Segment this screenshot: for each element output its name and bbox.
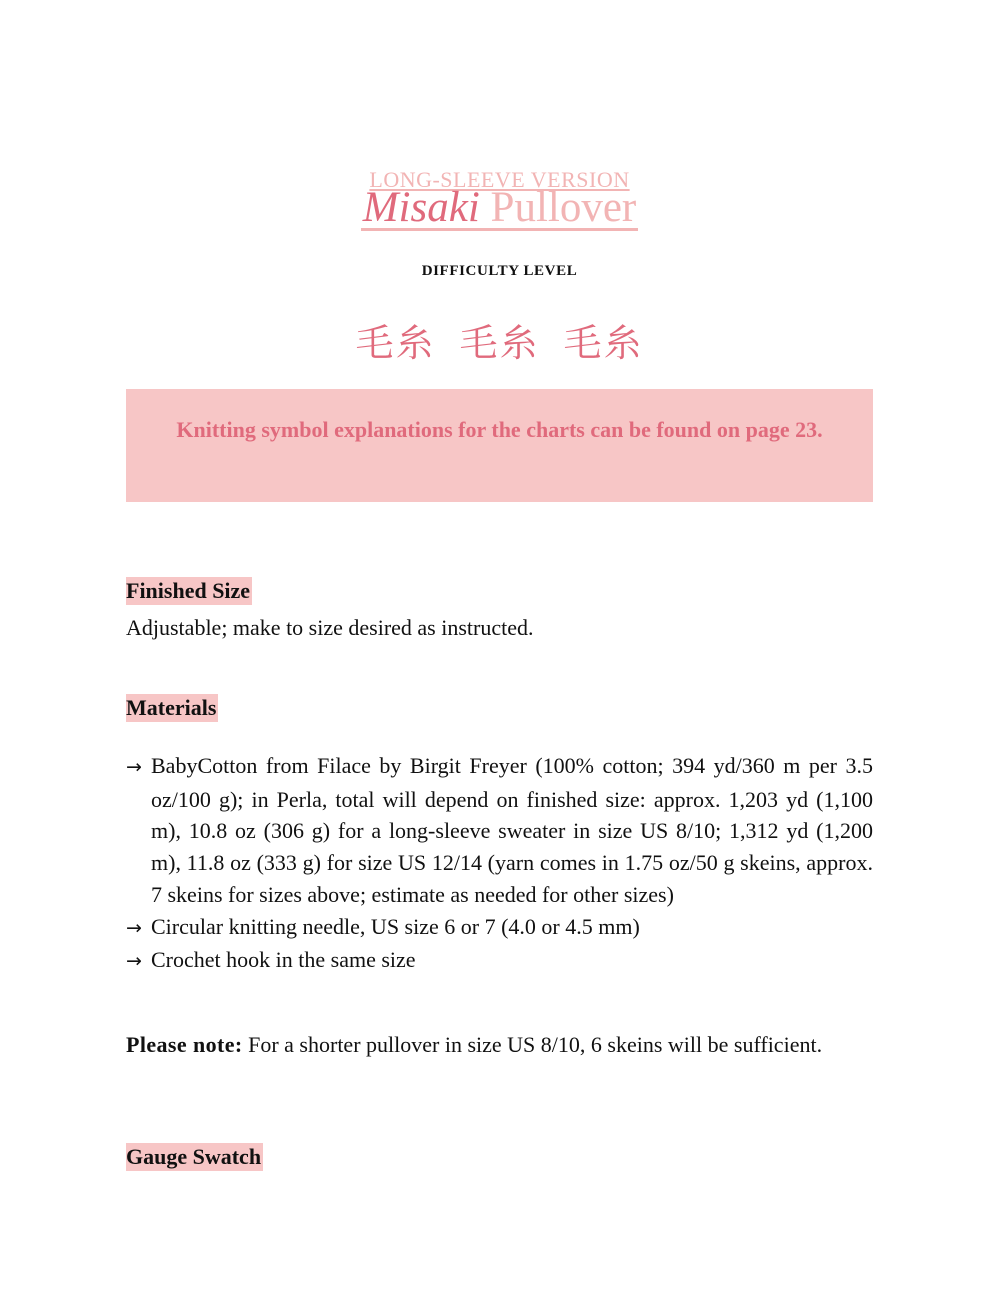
material-crochet-hook: Crochet hook in the same size	[151, 947, 416, 973]
pattern-title-name: Misaki	[362, 184, 480, 231]
pattern-title-type: Pullover	[490, 184, 637, 231]
arrow-right-icon: →	[126, 756, 142, 778]
note-text: For a shorter pullover in size US 8/10, 6 skeins will be sufficient.	[248, 1032, 823, 1057]
materials-heading: Materials	[126, 695, 217, 720]
materials-list	[126, 750, 873, 978]
difficulty-label: DIFFICULTY LEVEL	[421, 263, 578, 279]
finished-size-heading: Finished Size	[126, 578, 251, 603]
version-subtitle: LONG-SLEEVE VERSION	[369, 167, 630, 192]
list-item	[126, 944, 873, 978]
list-item	[126, 750, 873, 911]
material-needle: Circular knitting needle, US size 6 or 7 (4.0 or 4.5 mm)	[151, 913, 640, 939]
chart-notice-box	[126, 389, 873, 502]
please-note	[126, 1029, 873, 1061]
chart-notice-text: Knitting symbol explanations for the charts can be found on page 23.	[176, 417, 823, 442]
yarn-kanji-icon: 毛糸	[563, 321, 644, 365]
yarn-kanji-icon: 毛糸	[459, 321, 540, 365]
arrow-right-icon: →	[126, 916, 142, 939]
list-item	[126, 911, 873, 945]
note-label: Please note:	[126, 1032, 243, 1057]
gauge-swatch-heading: Gauge Swatch	[126, 1144, 262, 1169]
difficulty-rating	[0, 312, 999, 367]
finished-size-text: Adjustable; make to size desired as instructed.	[126, 615, 534, 640]
pattern-title-underline	[361, 184, 639, 231]
pattern-title	[0, 186, 999, 231]
material-yarn: BabyCotton from Filace by Birgit Freyer (100% cotton; 394 yd/360 m per 3.5 oz/100 g); in Perla, total will depend on finished size: approx. 1,203 yd (1,100 m), 10.8 oz (306 g) for a long-sleeve sweater in size US 8/10; 1,312 yd (1,200 m), 11.8 oz (333 g) for size US 12/14 (yarn comes in 1.75 oz/50 g skeins, approx. 7 skeins for sizes above; estimate as needed for other sizes)	[151, 753, 873, 907]
title-block	[0, 168, 999, 231]
arrow-right-icon: →	[126, 950, 142, 973]
yarn-kanji-icon: 毛糸	[355, 321, 436, 365]
